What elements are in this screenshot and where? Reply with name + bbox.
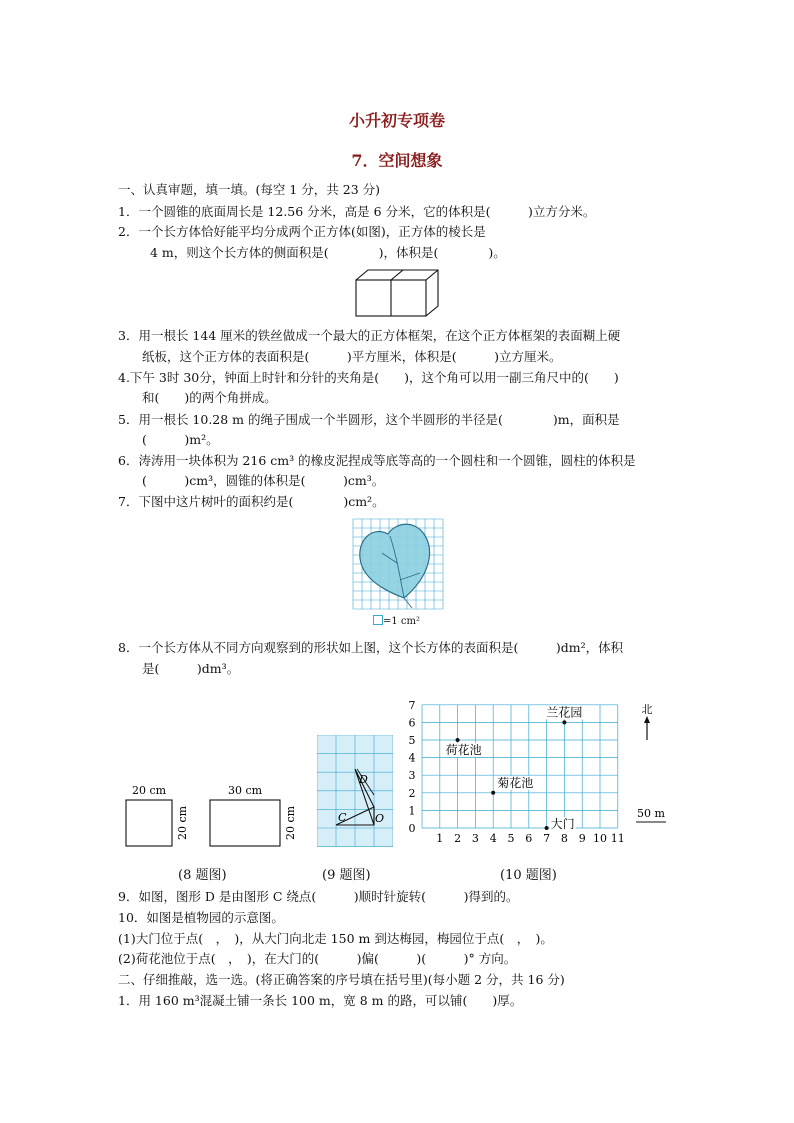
x-tick-label: 8 <box>560 832 568 845</box>
fig8-label-1-top: 20 cm <box>131 784 167 797</box>
place-point <box>456 738 460 742</box>
leaf-legend-text: =1 cm² <box>383 616 421 627</box>
question-7: 7．下图中这片树叶的面积约是( )cm²。 <box>118 494 385 509</box>
scale-label: 50 m <box>637 807 665 820</box>
x-tick-label: 3 <box>471 832 479 845</box>
x-tick-label: 11 <box>610 832 625 845</box>
fig8-views <box>118 778 308 850</box>
fig8-label-2-side: 20 cm <box>284 805 297 841</box>
fig8-label-1-side: 20 cm <box>176 805 189 841</box>
question-3-line2: 纸板，这个正方体的表面积是( )平方厘米，体积是( )立方厘米。 <box>142 349 562 364</box>
question-10-1: (1)大门位于点( ， )，从大门向北走 150 m 到达梅园，梅园位于点( ， )。 <box>118 931 553 946</box>
question-1: 1．一个圆锥的底面周长是 12.56 分米，高是 6 分米，它的体积是( )立方分米。 <box>118 204 596 219</box>
y-tick-label: 7 <box>408 698 416 712</box>
question-5-line2: ( )m²。 <box>142 432 219 447</box>
question-10: 10．如图是植物园的示意图。 <box>118 910 284 925</box>
question-2-line2: 4 m，则这个长方体的侧面积是( )，体积是( )。 <box>150 245 506 260</box>
place-label: 兰花园 <box>546 705 583 720</box>
question-8-line1: 8．一个长方体从不同方向观察到的形状如上图，这个长方体的表面积是( )dm²，体积 <box>118 640 624 655</box>
fig10-map <box>400 698 676 848</box>
north-label: 北 <box>641 703 653 716</box>
y-tick-label: 1 <box>408 804 416 818</box>
unit-square-icon <box>373 615 383 625</box>
fig10-caption: (10 题图) <box>500 868 557 883</box>
x-tick-label: 10 <box>593 832 607 845</box>
x-tick-label: 9 <box>578 832 586 845</box>
place-point <box>562 720 566 724</box>
place-point <box>545 826 549 830</box>
y-tick-label: 3 <box>408 769 416 783</box>
y-tick-label: 0 <box>408 822 416 835</box>
label-o: O <box>375 812 385 825</box>
question-5-line1: 5．用一根长 10.28 m 的绳子围成一个半圆形，这个半圆形的半径是( )m，面积是 <box>118 412 620 427</box>
x-tick-label: 2 <box>454 832 462 845</box>
x-tick-label: 4 <box>489 832 497 845</box>
question-8-line2: 是( )dm³。 <box>142 661 240 676</box>
place-label: 菊花池 <box>497 775 534 790</box>
place-label: 荷花池 <box>445 743 482 757</box>
y-tick-label: 5 <box>408 734 416 747</box>
place-point <box>491 791 495 795</box>
fig9-caption: (9 题图) <box>322 868 371 883</box>
question-2-line1: 2．一个长方体恰好能平均分成两个正方体(如图)，正方体的棱长是 <box>118 224 486 239</box>
cuboid-figure <box>350 268 440 320</box>
page-subtitle: 7．空间想象 <box>351 151 443 170</box>
question-4-line1: 4.下午 3时 30分，钟面上时针和分针的夹角是( )，这个角可以用一副三角尺中的( ) <box>118 370 619 385</box>
fig8-caption: (8 题图) <box>178 868 227 883</box>
question-6-line1: 6．涛涛用一块体积为 216 cm³ 的橡皮泥捏成等底等高的一个圆柱和一个圆锥，圆柱的体积是 <box>118 453 636 468</box>
x-tick-label: 6 <box>525 832 533 845</box>
question-6-line2: ( )cm³，圆锥的体积是( )cm³。 <box>142 473 385 488</box>
question-10-2: (2)荷花池位于点( ， )，在大门的( )偏( )( )° 方向。 <box>118 951 517 966</box>
y-tick-label: 4 <box>408 751 416 765</box>
page-title: 小升初专项卷 <box>348 111 445 130</box>
leaf-legend <box>373 614 420 630</box>
fig9-rotation-grid <box>317 735 393 847</box>
section2-question-1: 1．用 160 m³混凝土铺一条长 100 m，宽 8 m 的路，可以铺( )厚。 <box>118 993 523 1008</box>
label-c: C <box>338 811 347 824</box>
leaf-grid-figure <box>352 518 444 612</box>
fig8-label-2-top: 30 cm <box>227 784 263 797</box>
x-tick-label: 1 <box>436 832 444 845</box>
y-tick-label: 2 <box>408 786 416 800</box>
label-d: D <box>359 773 368 786</box>
y-tick-label: 6 <box>408 716 416 730</box>
x-tick-label: 5 <box>507 832 515 845</box>
section2-heading: 二、仔细推敲，选一选。(将正确答案的序号填在括号里)(每小题 2 分，共 16 分) <box>118 972 565 987</box>
section1-heading: 一、认真审题，填一填。(每空 1 分，共 23 分) <box>118 182 381 197</box>
x-tick-label: 7 <box>543 832 551 845</box>
question-3-line1: 3．用一根长 144 厘米的铁丝做成一个最大的正方体框架，在这个正方体框架的表面糊上硬 <box>118 328 621 343</box>
question-4-line2: 和( )的两个角拼成。 <box>142 390 277 405</box>
place-label: 大门 <box>550 817 575 831</box>
question-9: 9．如图，图形 D 是由图形 C 绕点( )顺时针旋转( )得到的。 <box>118 889 519 904</box>
